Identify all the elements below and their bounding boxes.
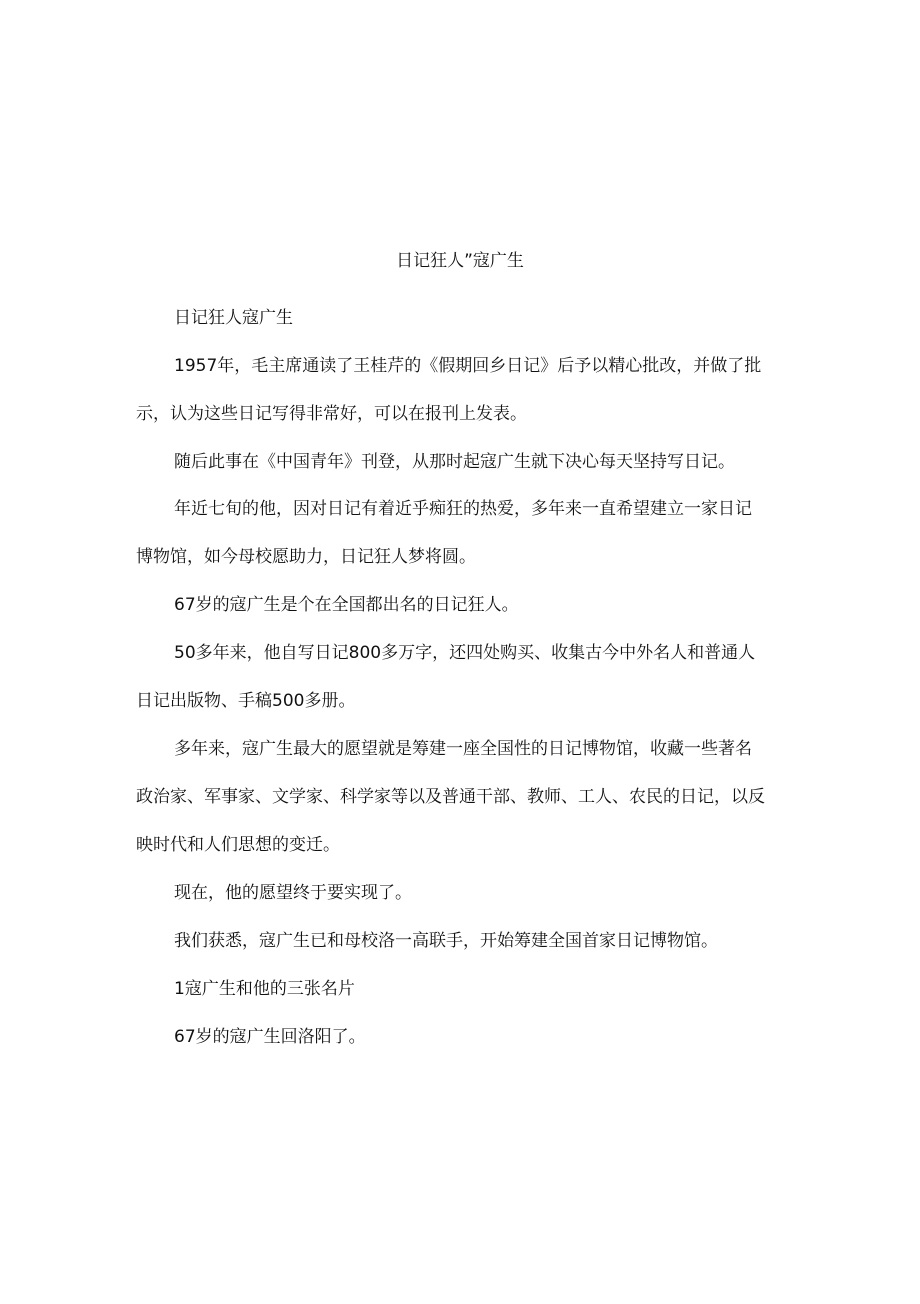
paragraph-line: 博物馆，如今母校愿助力，日记狂人梦将圆。 <box>136 547 476 567</box>
paragraph-heading: 1寇广生和他的三张名片 <box>174 979 355 999</box>
paragraph-subtitle: 日记狂人寇广生 <box>174 308 293 328</box>
paragraph-line: 政治家、军事家、文学家、科学家等以及普通干部、教师、工人、农民的日记，以反 <box>136 787 765 807</box>
paragraph-line: 随后此事在《中国青年》刊登，从那时起寇广生就下决心每天坚持写日记。 <box>174 452 735 472</box>
paragraph-line: 67岁的寇广生是个在全国都出名的日记狂人。 <box>174 595 519 615</box>
paragraph-line: 多年来，寇广生最大的愿望就是筹建一座全国性的日记博物馆，收藏一些著名 <box>174 739 752 759</box>
paragraph-line: 日记出版物、手稿500多册。 <box>136 691 356 711</box>
paragraph-line: 年近七旬的他，因对日记有着近乎痴狂的热爱，多年来一直希望建立一家日记 <box>174 499 752 519</box>
paragraph-line: 67岁的寇广生回洛阳了。 <box>174 1027 366 1047</box>
paragraph-line: 示，认为这些日记写得非常好，可以在报刊上发表。 <box>136 404 527 424</box>
paragraph-line: 50多年来，他自写日记800多万字，还四处购买、收集古今中外名人和普通人 <box>174 643 756 663</box>
paragraph-line: 1957年，毛主席通读了王桂芹的《假期回乡日记》后予以精心批改，并做了批 <box>174 356 762 376</box>
document-title: 日记狂人”寇广生 <box>396 251 524 271</box>
paragraph-line: 映时代和人们思想的变迁。 <box>136 835 340 855</box>
paragraph-line: 现在，他的愿望终于要实现了。 <box>174 883 412 903</box>
paragraph-line: 我们获悉，寇广生已和母校洛一高联手，开始筹建全国首家日记博物馆。 <box>174 931 718 951</box>
